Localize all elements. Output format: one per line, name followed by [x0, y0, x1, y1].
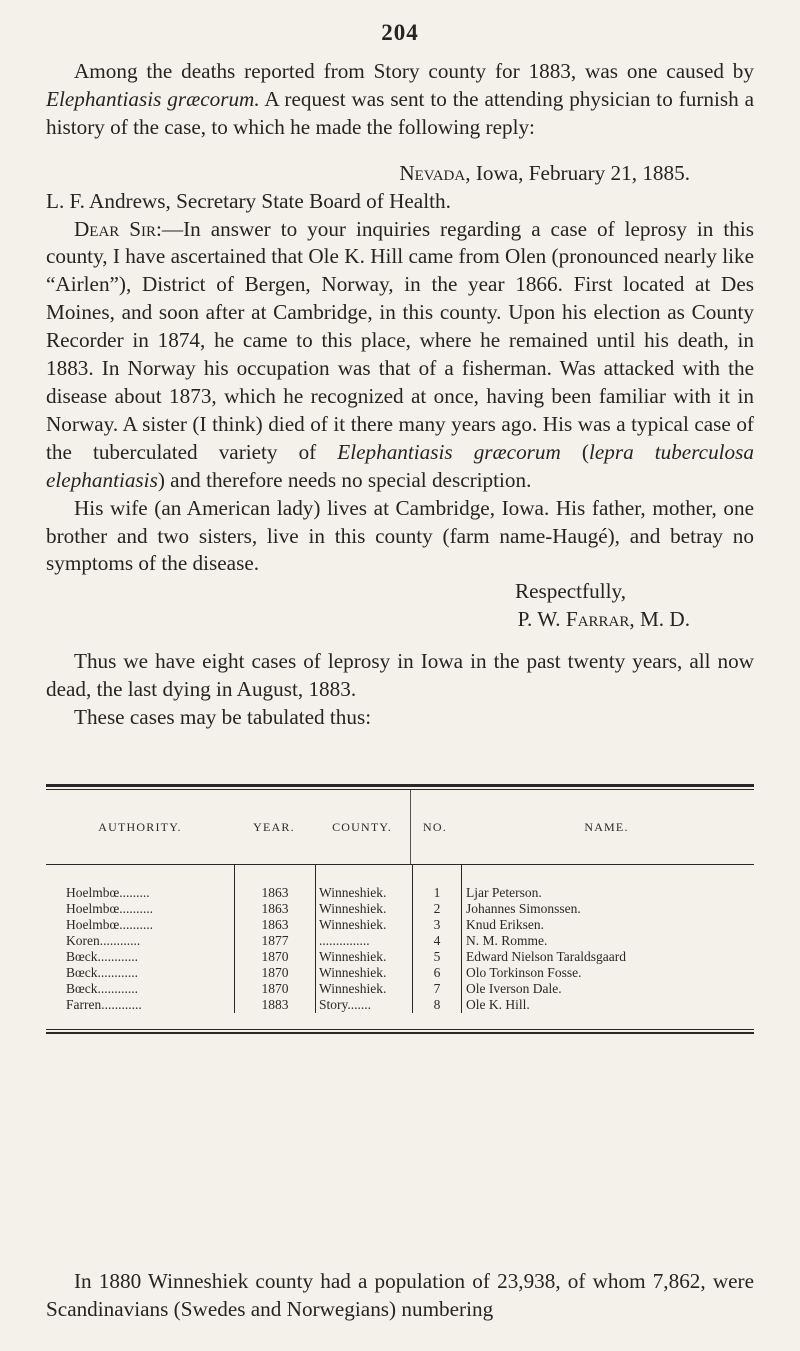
table-cell: ...............: [319, 933, 370, 948]
table-body: [46, 865, 754, 1029]
header-name: NAME.: [584, 819, 629, 834]
table-cell: 1870: [261, 965, 289, 980]
leprosy-cases-table: [46, 784, 754, 1034]
table-cell: Winneshiek.: [319, 885, 387, 900]
table-cell: 2: [433, 901, 441, 916]
table-cell: Koren............: [66, 933, 141, 948]
table-cell: Bœck............: [66, 949, 138, 964]
table-cell: Johannes Simonssen.: [466, 901, 581, 916]
table-cell: 1883: [261, 997, 289, 1012]
table-bottom-rule: [46, 1032, 754, 1034]
table-cell: Ljar Peterson.: [466, 885, 542, 900]
intro-paragraph: Among the deaths reported from Story county for 1883, was one caused by Elephantiasis græcorum. A request was sent to the attending physician to furnish a history of the case, to which he made the following reply:: [46, 59, 754, 139]
letter-body: Dear Sir:—In answer to your inquiries regarding a case of leprosy in this county, I have ascertained that Ole K. Hill came from Olen (pronounced nearly like “Airlen”), District of Bergen, Norway, in the year 1866. First located at Des Moines, and soon after at Cambridge, in this county. Upon his election as County Recorder in 1874, he came to this place, where he remained until his death, in 1883. In Norway his occupation was that of a fisherman. Was attacked with the disease about 1873, which he recognized at once, having been familiar with it in Norway. A sister (I think) died of it there many years ago. His was a typical case of the tuberculated variety of Elephantiasis græcorum (lepra tuberculosa elephantiasis) and therefore needs no special description.: [46, 216, 754, 492]
table-cell: 1863: [261, 917, 289, 932]
header-county: COUNTY.: [332, 819, 392, 834]
letter-paragraph-family: His wife (an American lady) lives at Cambridge, Iowa. His father, mother, one brother and two sisters, live in this county (farm name-Haugé), and betray no symptoms of the disease.: [46, 495, 754, 576]
table-header: [46, 790, 754, 864]
header-year: YEAR.: [253, 819, 295, 834]
disease-term: Elephantiasis græcorum.: [46, 86, 260, 111]
letter-addressee: L. F. Andrews, Secretary State Board of Health.: [46, 188, 451, 213]
closing-paragraph: In 1880 Winneshiek county had a population of 23,938, of whom 7,862, were Scandinavians (Swedes and Norwegians) numbering: [46, 1269, 754, 1321]
table-cell: Winneshiek.: [319, 981, 387, 996]
table-cell: Bœck............: [66, 965, 138, 980]
table-cell: Hoelmbœ..........: [66, 901, 153, 916]
column-name: [461, 865, 754, 1013]
table-cell: Winneshiek.: [319, 901, 387, 916]
table-cell: Winneshiek.: [319, 917, 387, 932]
table-lead-in: These cases may be tabulated thus:: [74, 704, 372, 729]
header-no: NO.: [410, 790, 459, 864]
table-cell: 8: [433, 997, 441, 1012]
letter-closing: Respectfully,: [514, 579, 626, 604]
table-cell: Olo Torkinson Fosse.: [466, 965, 582, 980]
table-cell: Hoelmbœ..........: [66, 917, 153, 932]
table-cell: 6: [433, 965, 441, 980]
column-authority: [46, 865, 234, 1013]
summary-paragraph: Thus we have eight cases of leprosy in Iowa in the past twenty years, all now dead, the last dying in August, 1883.: [46, 649, 754, 702]
table-cell: Winneshiek.: [319, 949, 387, 964]
table-cell: Bœck............: [66, 981, 138, 996]
column-county: [315, 865, 412, 1013]
table-cell: 1870: [261, 949, 289, 964]
table-bottom-rule-thin: [46, 1029, 754, 1030]
closing-text-block: [46, 1268, 754, 1324]
column-no: [412, 865, 461, 1013]
salutation: Dear Sir: [74, 216, 157, 241]
letter-signature: P. W. Farrar, M. D.: [517, 607, 690, 632]
table-cell: 7: [433, 981, 441, 996]
table-cell: 1870: [261, 981, 289, 996]
table-cell: 1863: [261, 885, 289, 900]
header-authority: AUTHORITY.: [98, 819, 182, 834]
table-cell: Winneshiek.: [319, 965, 387, 980]
letter-dateline: Nevada, Iowa, February 21, 1885.: [399, 160, 690, 185]
table-cell: 1863: [261, 901, 289, 916]
table-cell: 4: [433, 933, 441, 948]
main-text: [46, 58, 754, 732]
table-cell: Ole Iverson Dale.: [466, 981, 562, 996]
table-top-rule: [46, 784, 754, 787]
table-cell: N. M. Romme.: [466, 933, 548, 948]
table-cell: Ole K. Hill.: [466, 997, 530, 1012]
table-cell: Hoelmbœ.........: [66, 885, 150, 900]
table-cell: Story.......: [319, 997, 372, 1012]
table-cell: Knud Eriksen.: [466, 917, 544, 932]
column-year: [234, 865, 315, 1013]
table-cell: 1: [433, 885, 441, 900]
table-cell: 5: [433, 949, 441, 964]
table-cell: Edward Nielson Taraldsgaard: [466, 949, 627, 964]
table-cell: Farren............: [66, 997, 142, 1012]
page-number: 204: [381, 20, 419, 45]
table-cell: 1877: [261, 933, 289, 948]
table-cell: 3: [433, 917, 441, 932]
